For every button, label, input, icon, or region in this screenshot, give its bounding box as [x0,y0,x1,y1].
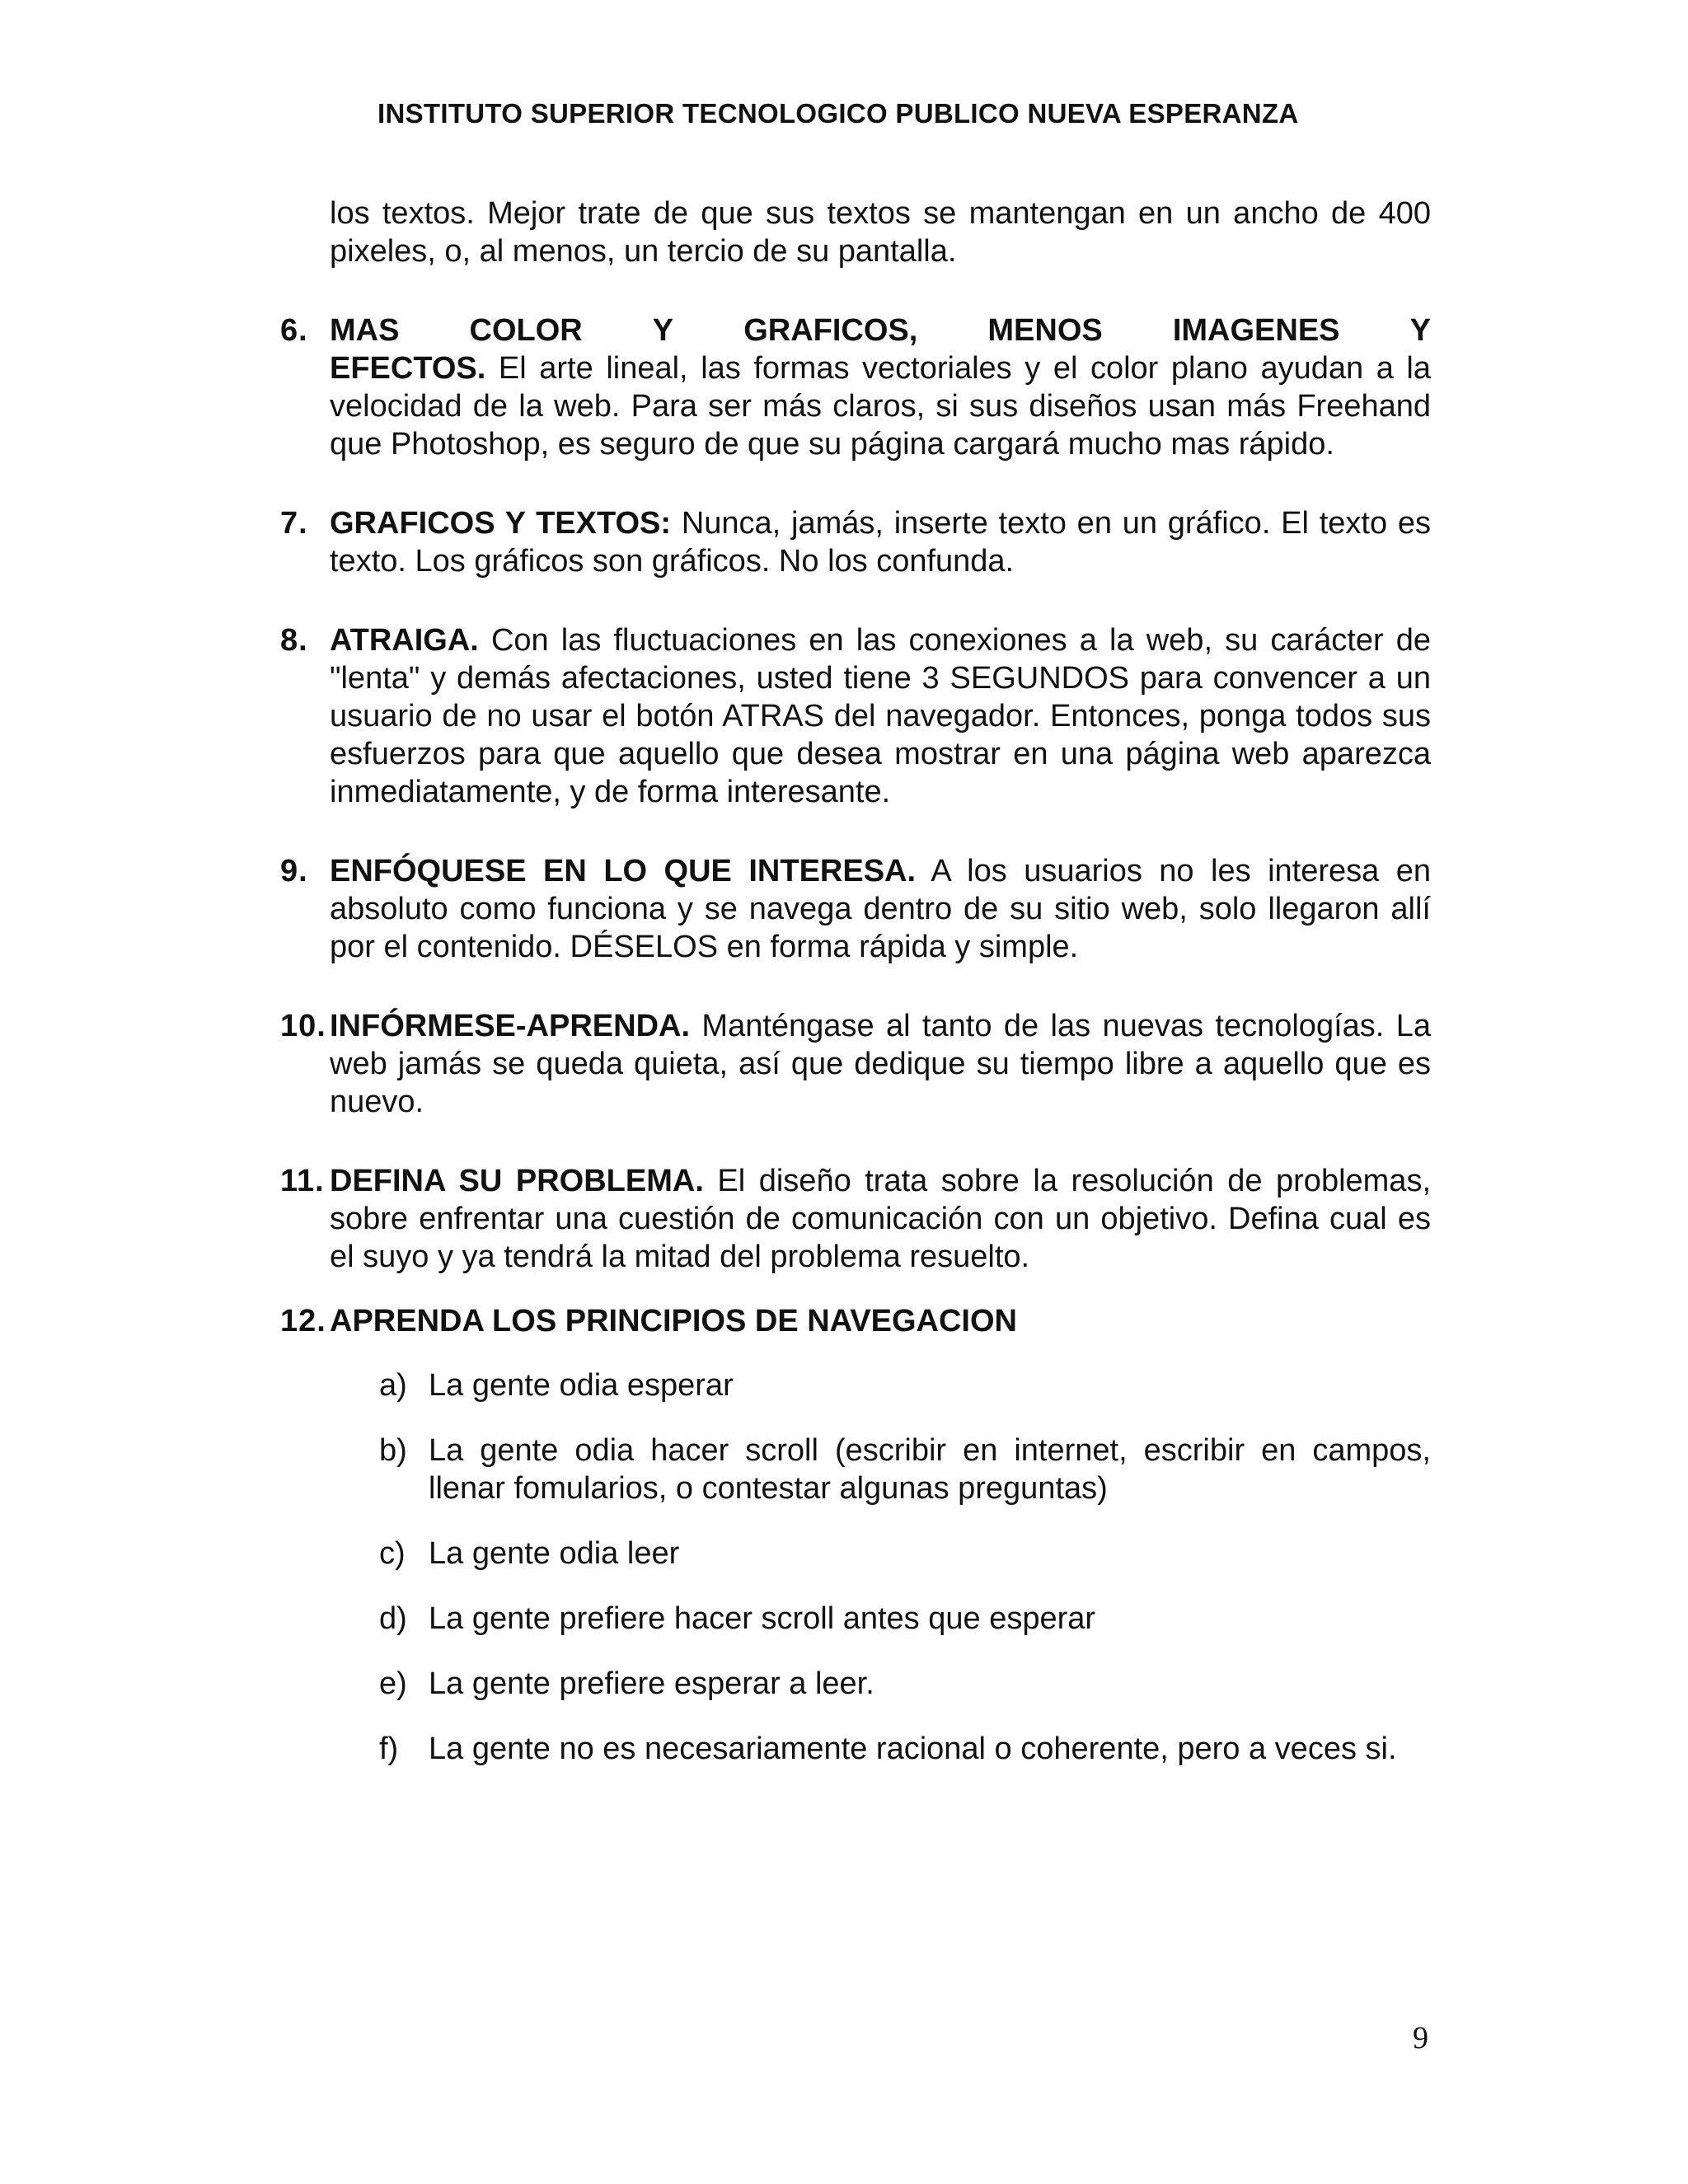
item-title: GRAFICOS Y TEXTOS: [330,506,672,541]
heading-word: MAS [330,313,400,348]
navigation-principles-list [379,1366,1431,1768]
heading-word: Y [652,313,674,348]
list-item-11 [280,1162,1431,1276]
item-title: INFÓRMESE-APRENDA. [330,1009,691,1043]
list-item-10 [280,1007,1431,1121]
sub-list-item-b [379,1432,1431,1507]
item-number: 9. [280,854,308,888]
item-paragraph [330,1007,1431,1121]
item-number: 10. [280,1009,326,1043]
sub-list-item-e [379,1665,1431,1703]
sub-item-letter: f) [379,1732,399,1766]
sub-item-letter: c) [379,1536,406,1571]
item-number: 11. [280,1164,325,1198]
heading-word: GRAFICOS, [743,313,918,348]
sub-item-text: La gente odia hacer scroll (escribir en internet, escribir en campos, llenar fomularios, o contestar algunas preguntas) [429,1433,1431,1506]
item-text: El arte lineal, las formas vectoriales y el color plano ayudan a la velocidad de la web. Para ser más claros, si sus diseños usan más Freehand que Photoshop, es seguro de que su página cargará mucho mas rápido. [330,351,1431,462]
item-title: ATRAIGA. [330,623,479,658]
sub-item-text: La gente prefiere esperar a leer. [429,1666,874,1701]
lead-paragraph: los textos. Mejor trate de que sus textos se mantengan en un ancho de 400 pixeles, o, al menos, un tercio de su pantalla. [330,196,1431,269]
institution-header: INSTITUTO SUPERIOR TECNOLOGICO PUBLICO NUEVA ESPERANZA [377,98,1299,129]
sub-item-letter: e) [379,1666,407,1701]
item-paragraph [330,852,1431,966]
sub-item-text: La gente odia leer [429,1536,680,1571]
item-heading-line [330,312,1431,349]
item-title: DEFINA SU PROBLEMA. [330,1164,704,1198]
sub-item-letter: b) [379,1433,407,1468]
item-paragraph [330,504,1431,580]
item-number: 6. [280,313,308,348]
sub-list-item-a [379,1366,1431,1404]
item-paragraph [330,1162,1431,1276]
item-number: 12. [280,1304,326,1338]
sub-list-item-d [379,1600,1431,1638]
item-title: APRENDA LOS PRINCIPIOS DE NAVEGACION [330,1304,1017,1338]
heading-word: Y [1409,313,1431,348]
list-item-12 [280,1302,1431,1340]
item-paragraph [330,621,1431,811]
item-text: A los usuarios no les interesa en absoluto como funciona y se navega dentro de su sitio web, solo llegaron allí por el contenido. DÉSELOS en forma rápida y simple. [330,854,1431,964]
item-title: EFECTOS. [330,351,486,386]
list-item-6 [280,312,1431,463]
item-text: Con las fluctuaciones en las conexiones a la web, su carácter de "lenta" y demás afectaciones, usted tiene 3 SEGUNDOS para convencer a un usuario de no usar el botón ATRAS del navegador. Entonces, ponga todos sus esfuerzos para que aquello que desea mostrar en una página web aparezca inmediatamente, y de forma interesante. [330,623,1431,809]
item-number: 8. [280,623,308,658]
item-paragraph [330,349,1431,463]
item-text: Manténgase al tanto de las nuevas tecnologías. La web jamás se queda quieta, así que dedique su tiempo libre a aquello que es nuevo. [330,1009,1431,1119]
item-number: 7. [280,506,308,541]
sub-item-text: La gente no es necesariamente racional o coherente, pero a veces si. [429,1732,1397,1766]
page-number: 9 [1413,2021,1428,2055]
sub-list-item-f [379,1730,1431,1768]
list-item-7 [280,504,1431,580]
sub-item-text: La gente prefiere hacer scroll antes que esperar [429,1601,1096,1636]
list-item-8 [280,621,1431,811]
heading-word: MENOS [987,313,1103,348]
item-text: El diseño trata sobre la resolución de problemas, sobre enfrentar una cuestión de comunicación con un objetivo. Defina cual es el suyo y ya tendrá la mitad del problema resuelto. [330,1164,1432,1274]
sub-item-letter: a) [379,1368,407,1403]
item-text: Nunca, jamás, inserte texto en un gráfico. El texto es texto. Los gráficos son gráficos. No los confunda. [330,506,1431,579]
item-body [330,312,1431,463]
sub-item-letter: d) [379,1601,407,1636]
sub-list-item-c [379,1535,1431,1572]
heading-word: COLOR [469,313,583,348]
sub-item-text: La gente odia esperar [429,1368,734,1403]
list-item-9 [280,852,1431,966]
heading-word: IMAGENES [1172,313,1340,348]
document-body [280,194,1431,1795]
item-title: ENFÓQUESE EN LO QUE INTERESA. [330,854,917,888]
